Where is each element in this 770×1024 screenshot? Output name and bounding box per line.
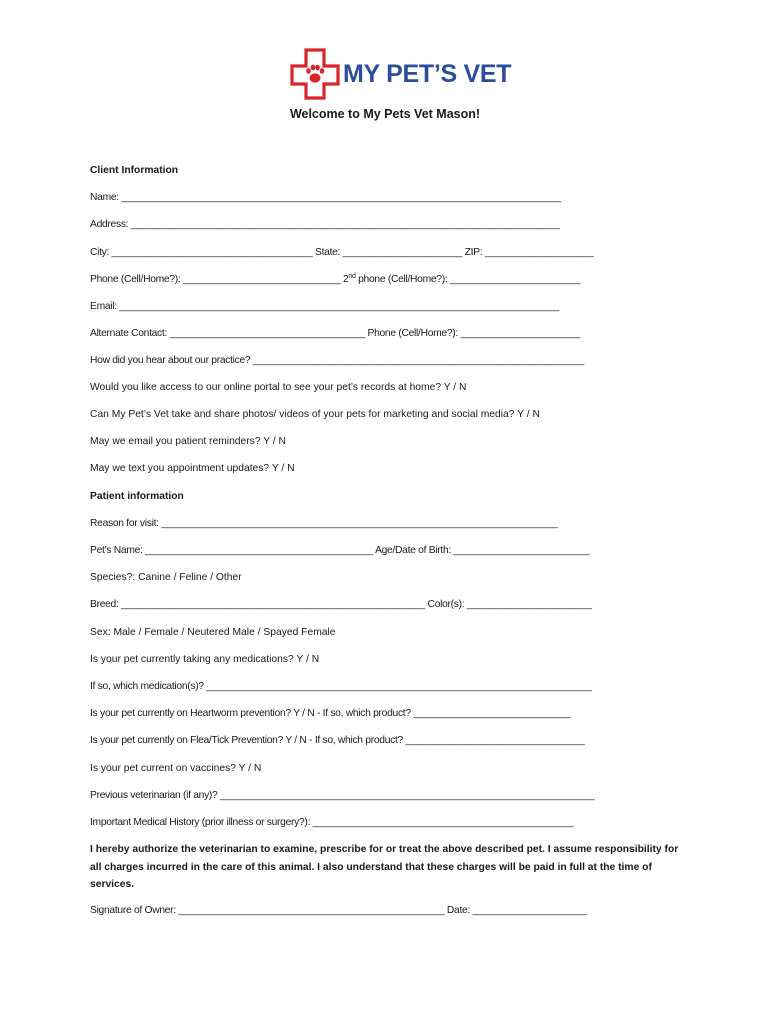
portal-question[interactable]: Would you like access to our online portal to see your pet’s records at home? Y / N [90, 382, 467, 393]
text-updates-question[interactable]: May we text you appointment updates? Y / N [90, 463, 295, 474]
phone-row [90, 273, 580, 287]
city-field[interactable]: City: _____________________________________ [90, 247, 313, 258]
referral-source-field[interactable]: How did you hear about our practice? _____________________________________________________________ [90, 355, 584, 366]
breed-color-field[interactable]: Breed: ________________________________________________________ Color(s): _______________________ [90, 599, 592, 610]
address-field[interactable]: Address: _______________________________________________________________________________ [90, 219, 560, 230]
second-phone-field[interactable]: phone (Cell/Home?): ________________________ [355, 274, 581, 285]
sex-question[interactable]: Sex: Male / Female / Neutered Male / Spayed Female [90, 627, 336, 638]
pet-name-field[interactable]: Pet’s Name: __________________________________________ Age/Date of Birth: _________________________ [90, 545, 590, 556]
ordinal-suffix: nd [348, 273, 356, 280]
signature-date-field[interactable]: Signature of Owner: _________________________________________________ Date: _____________________ [90, 905, 587, 916]
previous-vet-field[interactable]: Previous veterinarian (if any)? _____________________________________________________________________ [90, 790, 595, 801]
email-field[interactable]: Email: _________________________________________________________________________________ [90, 301, 559, 312]
zip-field[interactable]: ZIP: ____________________ [462, 247, 594, 258]
authorization-statement: I hereby authorize the veterinarian to examine, prescribe for or treat the above described pet. I assume responsibility for all charges incurred in the care of this animal. I also understand that these charges will be paid in full at the time of services. [90, 844, 679, 890]
city-state-zip-row [90, 246, 593, 260]
logo-text: MY PET’S VET [343, 59, 512, 88]
photos-question[interactable]: Can My Pet’s Vet take and share photos/ videos of your pets for marketing and social media? Y / N [90, 409, 540, 420]
email-reminders-question[interactable]: May we email you patient reminders? Y / N [90, 436, 286, 447]
cross-paw-icon [289, 47, 341, 101]
logo [289, 47, 511, 101]
species-question[interactable]: Species?: Canine / Feline / Other [90, 572, 242, 583]
alternate-contact-field[interactable]: Alternate Contact: ____________________________________ Phone (Cell/Home?): ______________________ [90, 328, 580, 339]
page-title: Welcome to My Pets Vet Mason! [289, 107, 481, 121]
medical-history-field[interactable]: Important Medical History (prior illness or surgery?): ________________________________________________ [90, 817, 574, 828]
medications-question[interactable]: Is your pet currently taking any medications? Y / N [90, 654, 320, 665]
patient-section-heading: Patient information [90, 491, 184, 502]
heartworm-field[interactable]: Is your pet currently on Heartworm prevention? Y / N - If so, which product? _____________________________ [90, 708, 571, 719]
state-field[interactable]: State: ______________________ [312, 247, 463, 258]
flea-tick-field[interactable]: Is your pet currently on Flea/Tick Prevention? Y / N - If so, which product? _________________________________ [90, 735, 585, 746]
client-section-heading: Client Information [90, 165, 179, 176]
phone-field[interactable]: Phone (Cell/Home?): _____________________________ 2 [90, 274, 349, 285]
reason-field[interactable]: Reason for visit: _________________________________________________________________________ [90, 518, 558, 529]
which-medications-field[interactable]: If so, which medication(s)? _______________________________________________________________________ [90, 681, 592, 692]
vaccines-question[interactable]: Is your pet current on vaccines? Y / N [90, 763, 262, 774]
name-field[interactable]: Name: _________________________________________________________________________________ [90, 192, 561, 203]
